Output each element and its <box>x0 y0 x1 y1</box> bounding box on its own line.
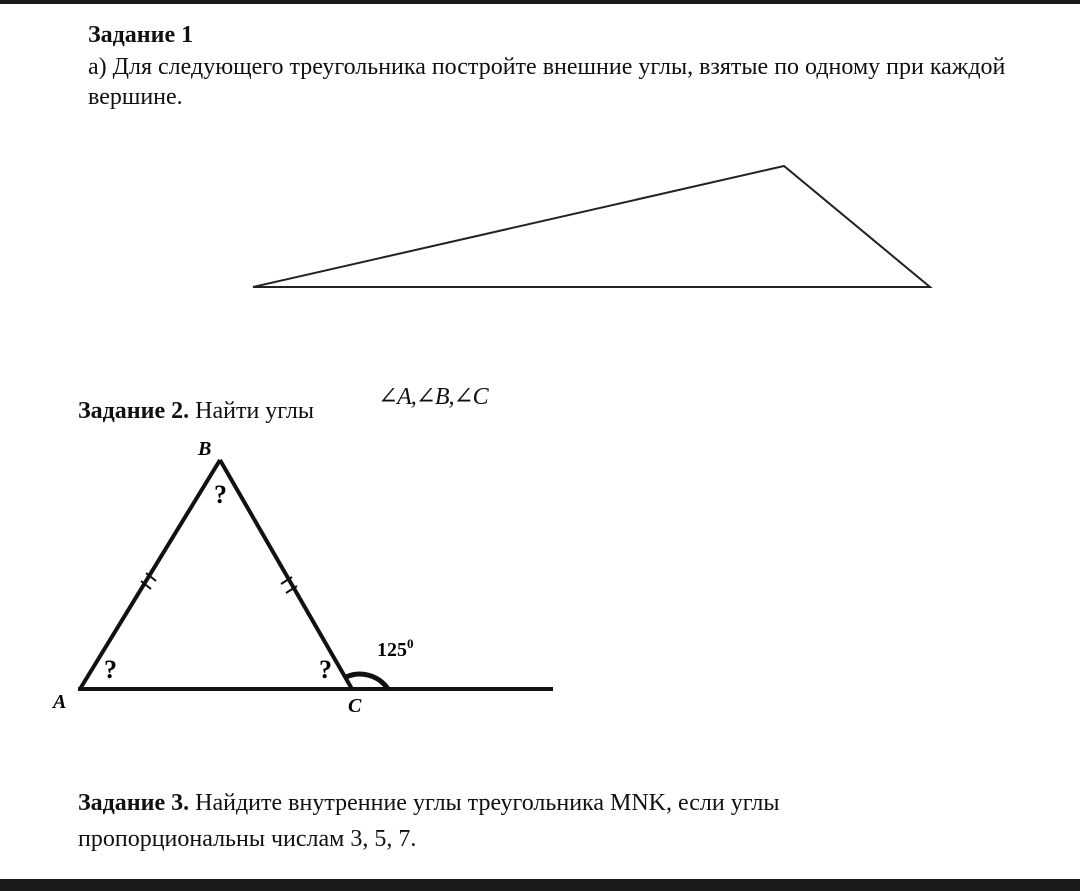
vertex-a-label: A <box>53 691 67 713</box>
task3-line2: пропорциональны числам 3, 5, 7. <box>78 826 417 852</box>
task3-line1 <box>78 788 779 818</box>
task1-title: Задание 1 <box>88 22 194 48</box>
vertex-b-label: B <box>198 438 212 460</box>
task1-text-line2: вершине. <box>88 84 183 110</box>
angle-a-unknown: ? <box>104 655 117 684</box>
task3-text: Найдите внутренние углы треугольника MNK, если углы <box>195 790 780 816</box>
task2-angles: ∠A,∠B,∠C <box>378 384 488 410</box>
vertex-c-label: C <box>348 695 362 717</box>
angle-b-unknown: ? <box>214 480 227 509</box>
exterior-angle-value: $125^0$ <box>377 636 414 661</box>
bottom-border <box>0 879 1080 891</box>
task1-triangle <box>253 166 930 287</box>
task2-text: Найти углы <box>195 398 315 424</box>
angle-c-unknown: ? <box>319 655 332 684</box>
task2-title: Задание 2. <box>78 398 190 424</box>
task2-heading <box>78 396 314 426</box>
task1-text-line1: а) Для следующего треугольника постройте внешние углы, взятые по одному при каждой <box>88 54 1006 80</box>
task2-triangle <box>78 460 553 689</box>
task3-title: Задание 3. <box>78 790 190 816</box>
